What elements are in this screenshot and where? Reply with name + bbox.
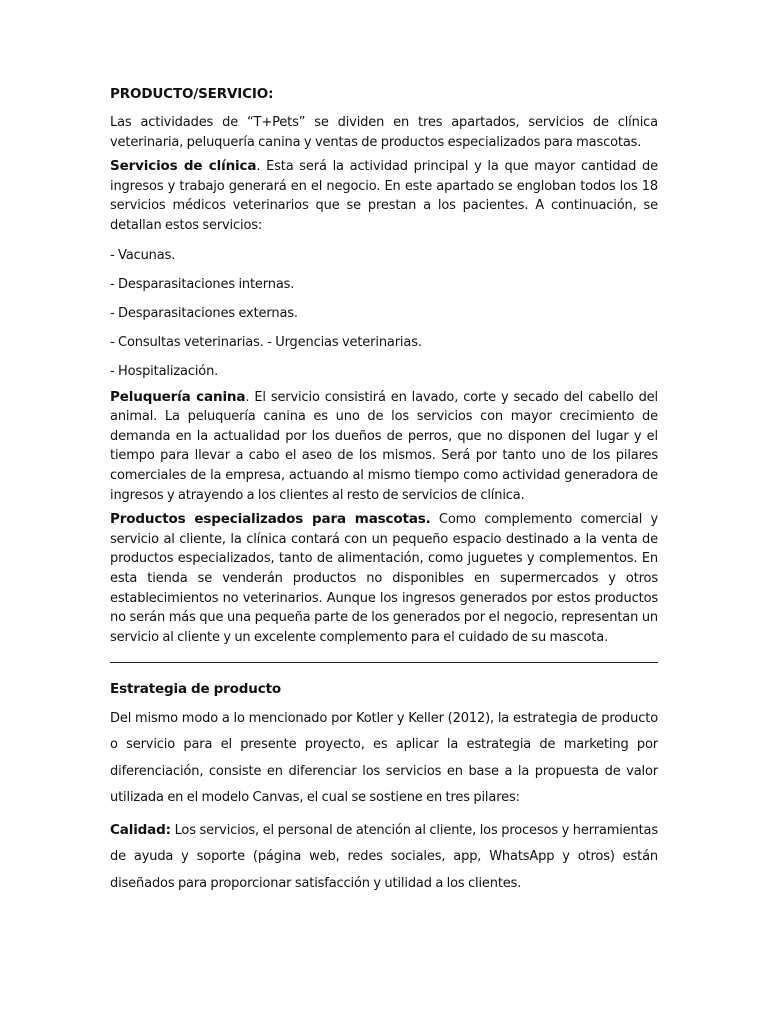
clinic-text: . Esta será la actividad principal y la que mayor cantidad de ingresos y trabajo generará en el negocio. En este apartado se engloban todos los 18 servicios médicos veterinarios que se prestan a los pacientes. A continuación, se detallan estos servicios: bbox=[110, 159, 659, 233]
horizontal-divider bbox=[110, 662, 658, 663]
products-lead: Productos especializados para mascotas. bbox=[110, 511, 431, 528]
list-item: - Desparasitaciones internas. bbox=[110, 276, 295, 292]
intro-paragraph: Las actividades de “T+Pets” se dividen en tres apartados, servicios de clínica veterinaria, peluquería canina y ventas de productos especializados para mascotas. bbox=[110, 115, 658, 150]
quality-text: Los servicios, el personal de atención al cliente, los procesos y herramientas de ayuda y soporte (página web, redes sociales, app, WhatsApp y otros) están diseñados para proporcionar satisfacción y utilidad a los clientes. bbox=[110, 823, 658, 891]
strategy-heading: Estrategia de producto bbox=[110, 681, 282, 698]
list-item: - Hospitalización. bbox=[110, 363, 219, 379]
services-list bbox=[110, 246, 658, 381]
section-heading: PRODUCTO/SERVICIO: bbox=[110, 86, 274, 102]
list-item: - Vacunas. bbox=[110, 247, 176, 263]
strategy-paragraph: Del mismo modo a lo mencionado por Kotler y Keller (2012), la estrategia de producto o servicio para el presente proyecto, es aplicar la estrategia de marketing por diferenciación, consiste en diferenciar los servicios en base a la propuesta de valor utilizada en el modelo Canvas, el cual se sostiene en tres pilares: bbox=[110, 711, 658, 805]
list-item: - Consultas veterinarias. - Urgencias veterinarias. bbox=[110, 334, 422, 350]
grooming-text: . El servicio consistirá en lavado, corte y secado del cabello del animal. La peluquería canina es uno de los servicios con mayor crecimiento de demanda en la actualidad por los dueños de perros, que no disponen del lugar y el tiempo para llevar a cabo el aseo de los mismos. Será por tanto uno de los pilares comerciales de la empresa, actuando al mismo tiempo como actividad generadora de ingresos y atrayendo a los clientes al resto de servicios de clínica. bbox=[110, 389, 658, 503]
document-page bbox=[110, 84, 658, 903]
products-text: Como complemento comercial y servicio al cliente, la clínica contará con un pequeño espacio destinado a la venta de productos especializados, tanto de alimentación, como juguetes y complementos. En esta tienda se venderán productos no disponibles en supermercados y otros establecimientos no veterinarios. Aunque los ingresos generados por estos productos no serán más que una pequeña parte de los generados por el negocio, representan un servicio al cliente y un excelente complemento para el cuidado de su mascota. bbox=[110, 512, 658, 645]
grooming-paragraph bbox=[110, 388, 658, 506]
list-item: - Desparasitaciones externas. bbox=[110, 305, 298, 321]
products-paragraph bbox=[110, 510, 658, 647]
quality-paragraph bbox=[110, 817, 658, 897]
quality-lead: Calidad: bbox=[110, 822, 171, 839]
grooming-lead: Peluquería canina bbox=[110, 388, 246, 405]
clinic-paragraph bbox=[110, 157, 658, 235]
clinic-lead: Servicios de clínica bbox=[110, 158, 257, 175]
